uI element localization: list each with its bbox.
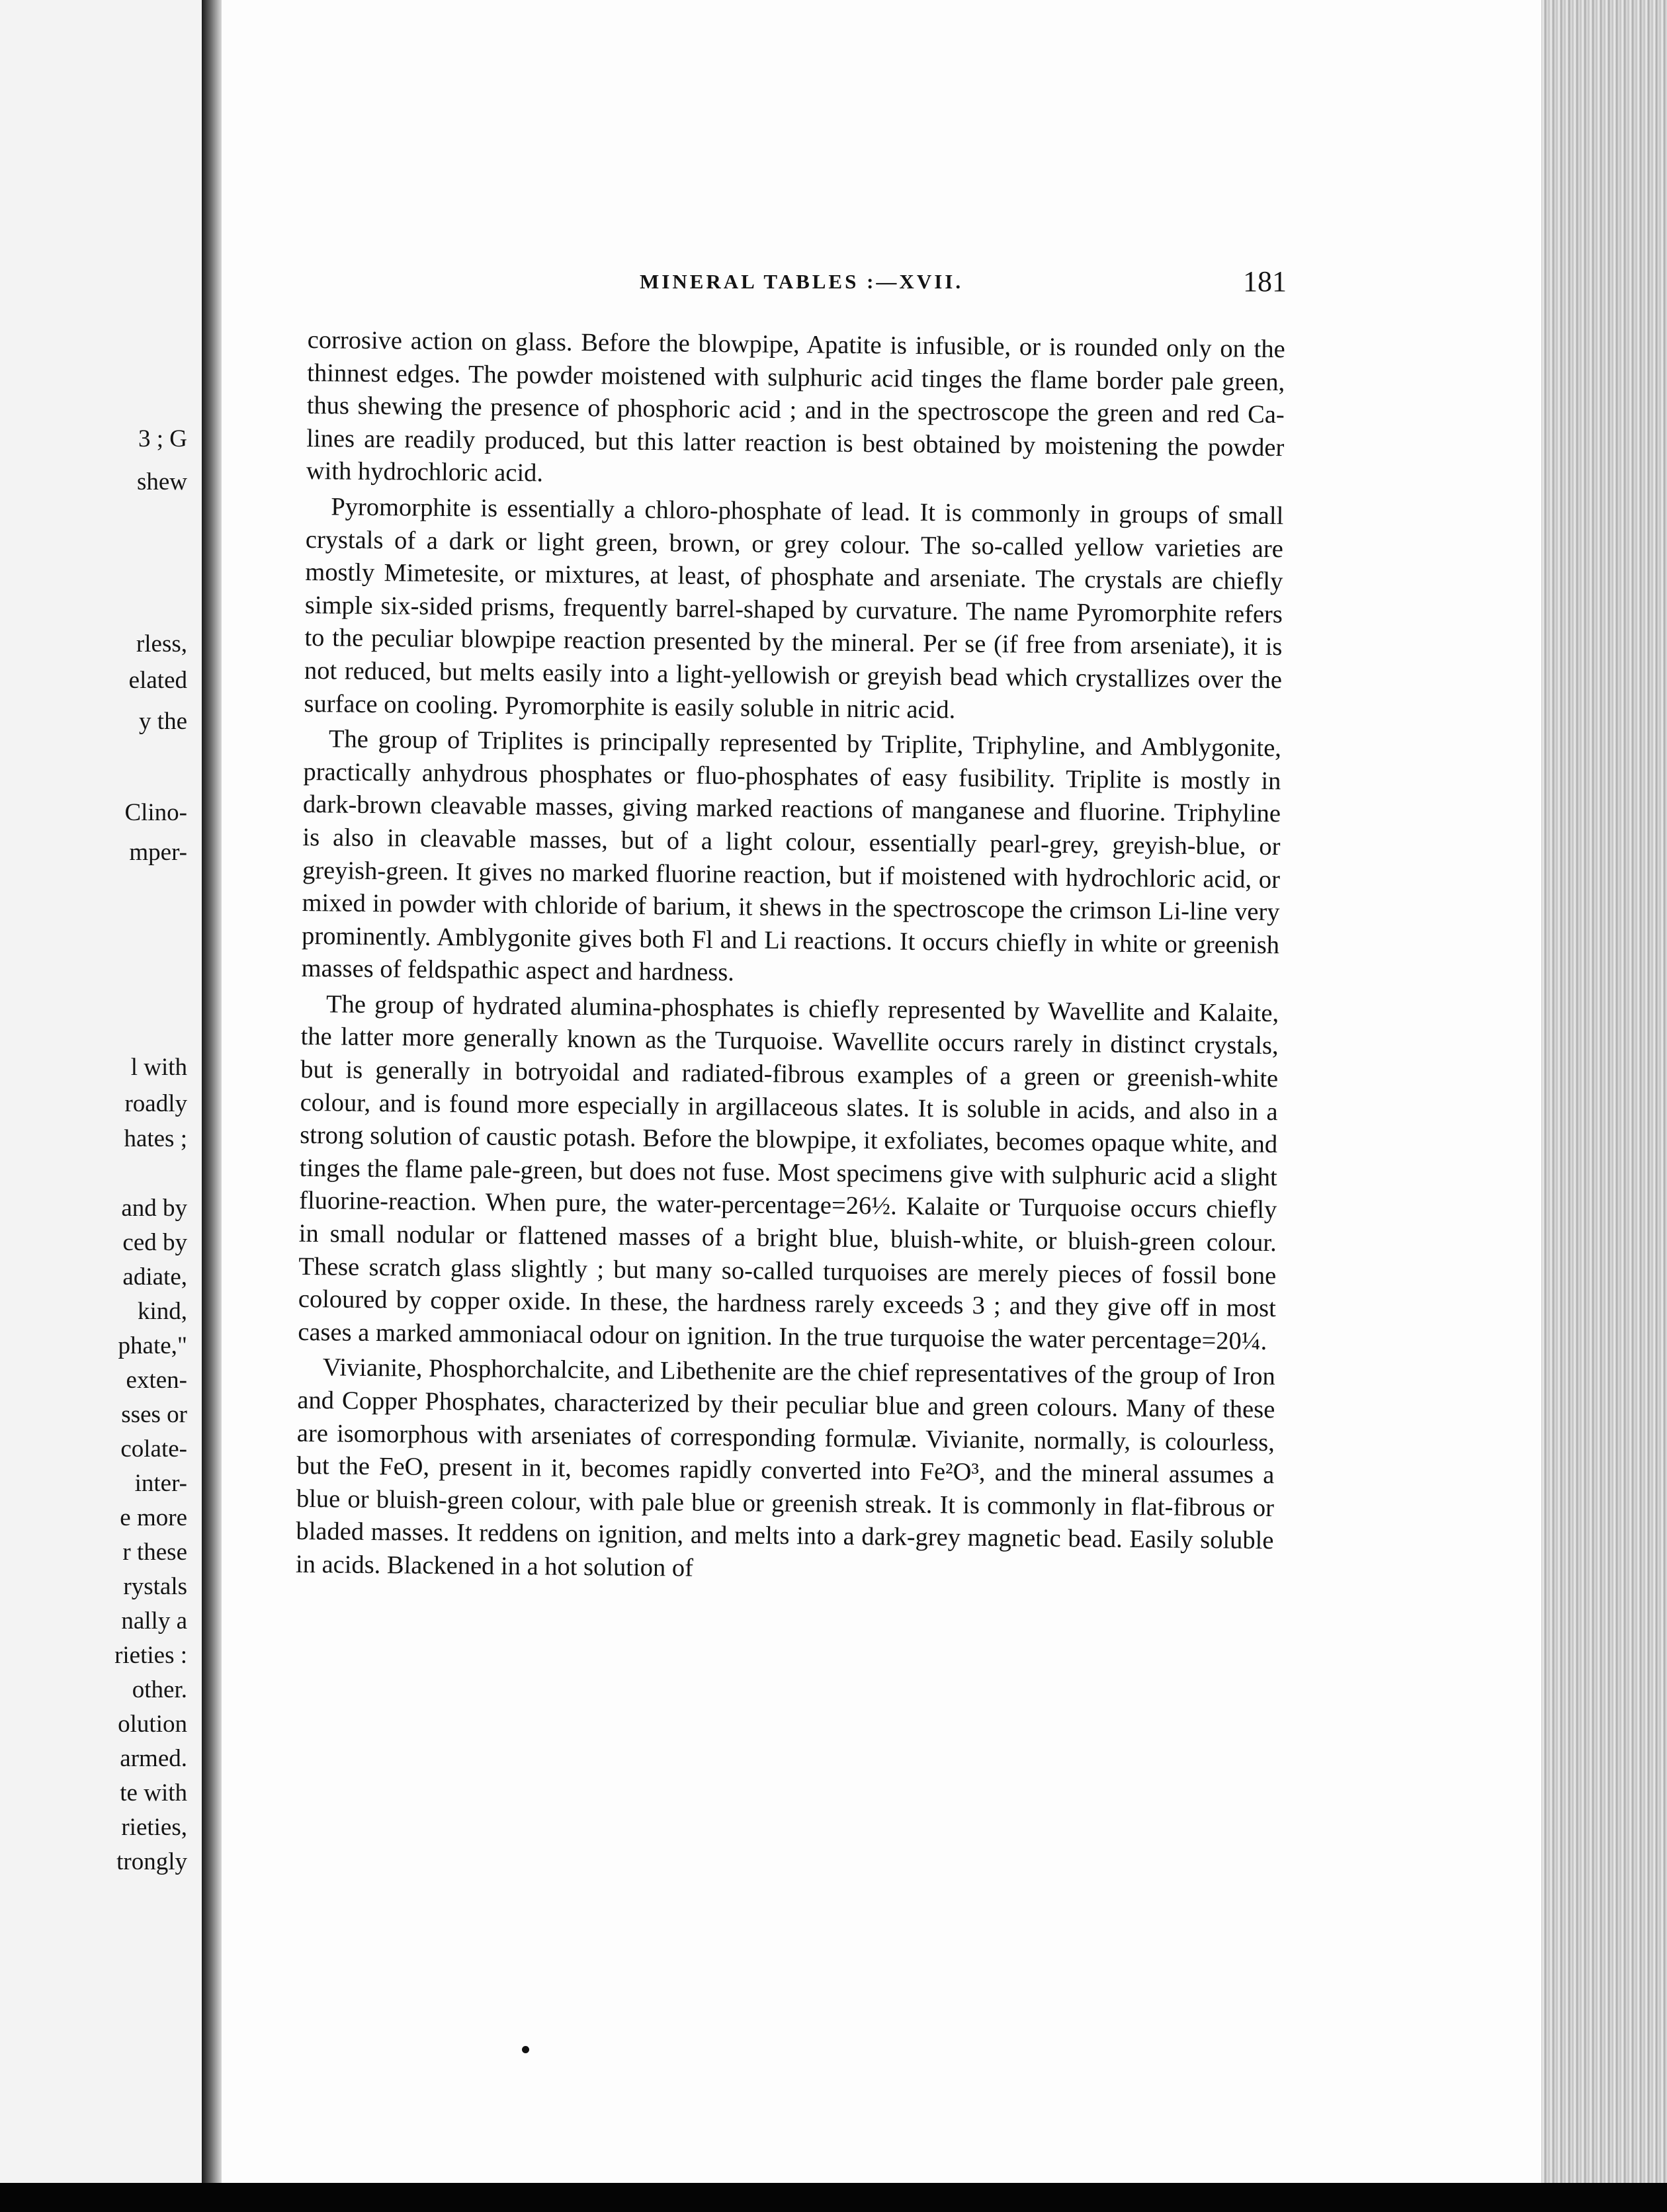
facing-page-line: rieties : (114, 1642, 187, 1669)
facing-page-line: olution (118, 1711, 187, 1738)
facing-page-line: elated (128, 667, 187, 694)
facing-page-line: rless, (136, 630, 187, 658)
ink-speck (522, 2046, 529, 2053)
facing-page-line: inter- (134, 1470, 187, 1497)
facing-page-line: armed. (120, 1745, 187, 1772)
facing-page-line: ced by (122, 1229, 187, 1256)
facing-page-line: l with (130, 1054, 187, 1081)
facing-page-line: y the (139, 708, 187, 735)
facing-page-line: Clino- (124, 799, 187, 826)
facing-page-line: mper- (129, 839, 187, 866)
facing-page-line: other. (132, 1676, 187, 1703)
paragraph: Pyromorphite is essentially a chloro-phosphate of lead. It is commonly in groups of small crystals of a dark or light green, brown, or grey colour. The so-called yellow varieties are mostly Mimetesite, or mixtures, at least, of phosphate and arseniate. The crystals are chiefly simple six-sided prisms, frequently barrel-shaped by curvature. The name Pyromorphite refers to the peculiar blowpipe reaction presented by the mineral. Per se (if free from arseniate), it is not reduced, but melts easily into a light-yellowish or greyish bead which crystallizes over the surface on cooling. Pyromorphite is easily soluble in nitric acid. (304, 493, 1284, 724)
facing-page-line: hates ; (124, 1125, 187, 1152)
facing-page-line: phate," (118, 1332, 187, 1359)
facing-page-line: trongly (116, 1848, 187, 1875)
facing-page-line: rieties, (121, 1814, 187, 1841)
running-head: MINERAL TABLES :—XVII. (640, 270, 964, 293)
facing-page-line: and by (121, 1195, 187, 1222)
facing-page-line: kind, (137, 1298, 187, 1325)
paragraph: corrosive action on glass. Before the blowpipe, Apatite is infusible, or is rounded only on the thinnest edges. The powder moistened with sulphuric acid tinges the flame border pale green, thus shewing the presence of phosphoric acid ; and in the spectroscope the green and red Ca-lines are readily produced, but this latter reaction is best obtained by moistening the powder with hydrochloric acid. (306, 325, 1285, 488)
facing-page (0, 0, 202, 2183)
facing-page-line: r these (122, 1539, 187, 1566)
paragraph: The group of Triplites is principally represented by Triplite, Triphyline, and Amblygonite, practically anhydrous phosphates or fluo-phosphates of easy fusibility. Triplite is mostly in dark-brown cleavable masses, giving marked reactions of manganese and fluorine. Triphyline is also in cleavable masses, but of a light colour, essentially pearl-grey, greyish-blue, or greyish-green. It gives no marked fluorine reaction, but if moistened with hydrochloric acid, or mixed in powder with chloride of barium, it shews in the spectroscope the crimson Li-line very prominently. Amblygonite gives both Fl and Li reactions. It occurs chiefly in white or greenish masses of feldspathic aspect and hardness. (301, 725, 1282, 987)
facing-page-line: te with (120, 1779, 187, 1807)
facing-page-line: e more (120, 1504, 187, 1531)
page-number: 181 (1243, 265, 1287, 298)
facing-page-line: rystals (123, 1573, 187, 1600)
facing-page-line: 3 ; G (138, 425, 187, 452)
book-gutter (202, 0, 222, 2212)
facing-page-line: nally a (121, 1607, 187, 1635)
body-text (296, 324, 1285, 1594)
paragraph: Vivianite, Phosphorchalcite, and Libethenite are the chief representatives of the group of Iron and Copper Phosphates, characterized by their peculiar blue and green colours. Many of these are isomorphous with arseniates of corresponding formulæ. Vivianite, normally, is colourless, but the FeO, present in it, becomes rapidly converted into Fe²O³, and the mineral assumes a blue or bluish-green colour, with pale blue or greenish streak. It is commonly in flat-fibrous or bladed masses. It reddens on ignition, and melts into a dark-grey magnetic bead. Easily soluble in acids. Blackened in a hot solution of (295, 1353, 1275, 1582)
page-edges (1541, 0, 1667, 2212)
facing-page-line: colate- (120, 1435, 187, 1463)
facing-page-line: adiate, (122, 1263, 187, 1291)
facing-page-line: sses or (121, 1401, 187, 1428)
facing-page-line: shew (136, 468, 187, 495)
page-header (632, 265, 1287, 304)
scan-border (0, 2183, 1667, 2212)
paragraph: The group of hydrated alumina-phosphates is chiefly represented by Wavellite and Kalaite, the latter more generally known as the Turquoise. Wavellite occurs rarely in distinct crystals, but is generally in botryoidal and radiated-fibrous examples of a green or greenish-white colour, and is found more especially in argillaceous slates. It is soluble in acids, and also in a strong solution of caustic potash. Before the blowpipe, it exfoliates, becomes opaque white, and tinges the flame pale-green, but does not fuse. Most specimens give with sulphuric acid a slight fluorine-reaction. When pure, the water-percentage=26½. Kalaite or Turquoise occurs chiefly in small nodular or flattened masses of a bright blue, bluish-white, or bluish-green colour. These scratch glass slightly ; but many so-called turquoises are merely pieces of fossil bone coloured by copper oxide. In these, the hardness rarely exceeds 3 ; and they give off in most cases a marked ammoniacal odour on ignition. In the true turquoise the water percentage=20¼. (298, 990, 1279, 1355)
facing-page-line: exten- (126, 1367, 187, 1394)
facing-page-line: roadly (124, 1090, 187, 1117)
